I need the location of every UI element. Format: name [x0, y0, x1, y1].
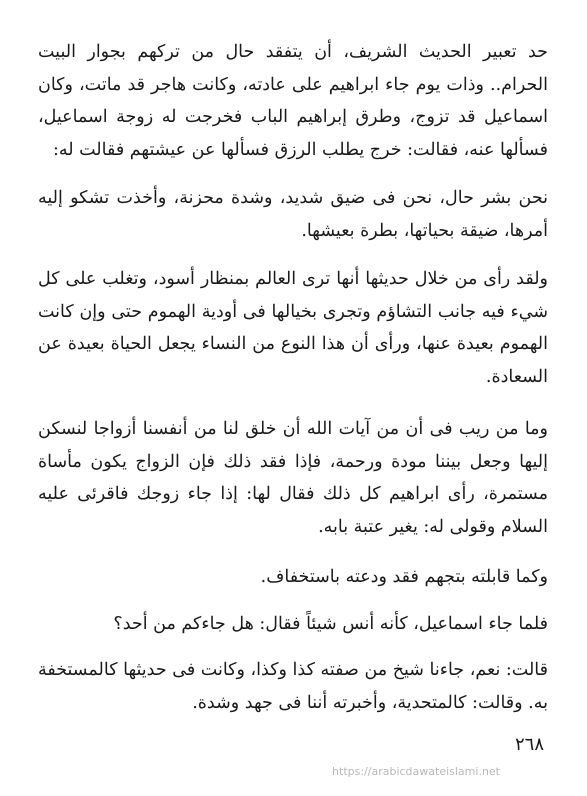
- paragraph-3: ولقد رأى من خلال حديثها أنها ترى العالم بمنظار أسود، وتغلب على كل شيء فيه جانب التشاؤم وتجرى بخيالها فى أودية الهموم حتى وإن كانت الهموم بعيدة عنها، ورأى أن هذا النوع من النساء يجعل الحياة بعيدة عن السعادة.: [38, 269, 548, 387]
- page-number: ٢٦٨: [514, 734, 544, 755]
- watermark-url: https://arabicdawateislami.net: [332, 765, 500, 778]
- paragraph-4: وما من ريب فى أن من آيات الله أن خلق لنا من أنفسنا أزواجا لنسكن إليها وجعل بيننا مودة ورحمة، فإذا فقد ذلك فإن الزواج يكون مأساة مستمرة، رأى ابراهيم كل ذلك فقال لها: إذا جاء زوجك فاقرئى عليه السلام وقولى له: يغير عتبة بابه.: [38, 419, 548, 537]
- paragraph-6: فلما جاء اسماعيل، كأنه أنس شيئاً فقال: هل جاءكم من أحد؟: [113, 613, 548, 634]
- paragraph-1: حد تعبير الحديث الشريف، أن يتفقد حال من تركهم بجوار البيت الحرام.. وذات يوم جاء ابراهيم على عادته، وكانت هاجر قد ماتت، وكان اسماعيل قد تزوج، وطرق إبراهيم الباب فخرجت له زوجة اسماعيل، فسألها عنه، فقالت: خرج يطلب الرزق فسألها عن عيشتهم فقالت له:: [38, 42, 548, 160]
- paragraph-5: وكما قابلته بتجهم فقد ودعته باستخفاف.: [260, 567, 548, 587]
- paragraph-7: قالت: نعم، جاءنا شيخ من صفته كذا وكذا، وكانت فى حديثها كالمستخفة به. وقالت: كالمتحدية، وأخبرته أننا فى جهد وشدة.: [38, 660, 548, 713]
- page-body: [38, 36, 548, 733]
- paragraph-2: نحن بشر حال، نحن فى ضيق شديد، وشدة محزنة، وأخذت تشكو إليه أمرها، ضيقة بحياتها، بطرة بعيشها.: [38, 188, 548, 241]
